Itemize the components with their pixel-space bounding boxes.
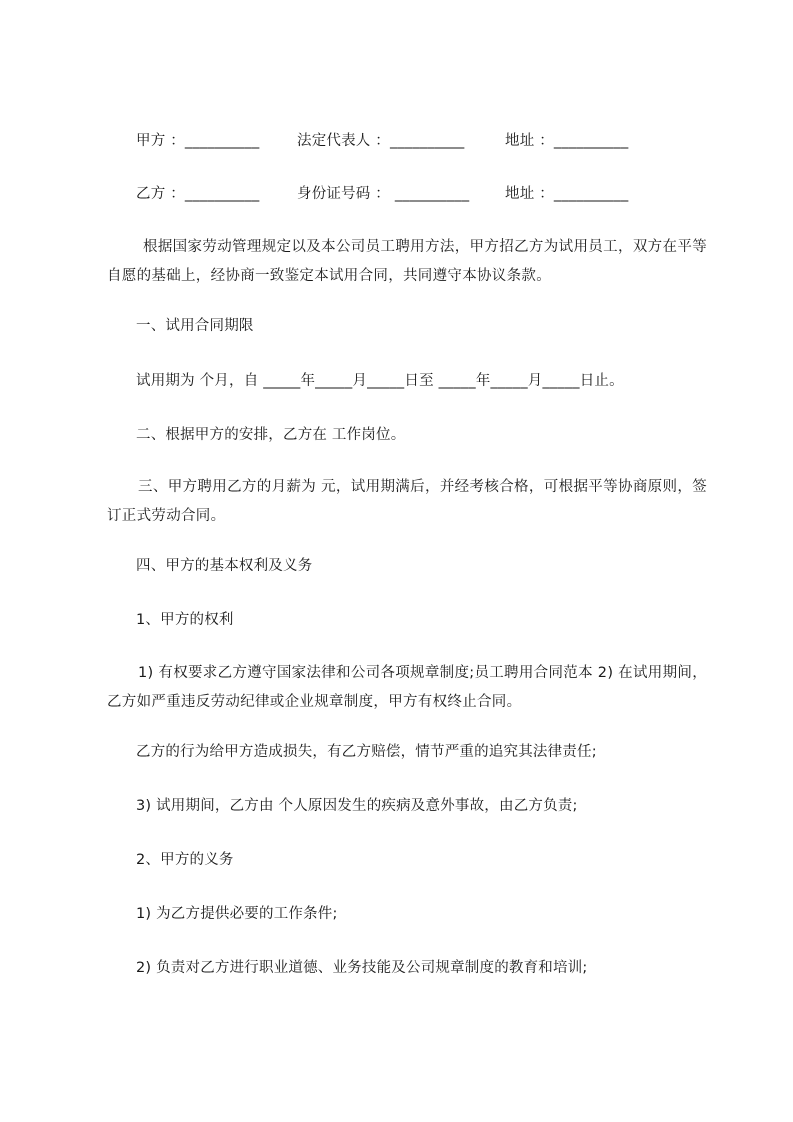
legal-representative-field: 法定代表人 ：__________ — [297, 133, 465, 149]
section-4-title: 四、甲方的基本权利及义务 — [136, 558, 313, 574]
duties-title: 2、甲方的义务 — [136, 852, 234, 868]
section-2-text: 二、根据甲方的安排，乙方在 工作岗位。 — [136, 427, 406, 443]
section-1-text: 试用期为 个月，自 _____年_____月_____日至 _____年_____月_____日止。 — [136, 373, 624, 389]
duty-2-text: 2) 负责对乙方进行职业道德、业务技能及公司规章制度的教育和培训; — [136, 960, 588, 976]
right-1-paragraph: 1) 有权要求乙方遵守国家法律和公司各项规章制度;员工聘用合同范本 2) 在试用期间，乙方如严重违反劳动纪律或企业规章制度，甲方有权终止合同。 — [107, 665, 707, 710]
right-loss-text: 乙方的行为给甲方造成损失，有乙方赔偿，情节严重的追究其法律责任; — [136, 744, 597, 760]
intro-paragraph: 根据国家劳动管理规定以及本公司员工聘用方法，甲方招乙方为试用员工，双方在平等自愿的基础上，经协商一致鉴定本试用合同，共同遵守本协议条款。 — [107, 239, 707, 284]
section-1-title: 一、试用合同期限 — [136, 318, 254, 334]
section-3-paragraph: 三、甲方聘用乙方的月薪为 元，试用期满后，并经考核合格，可根据平等协商原则，签订正式劳动合同。 — [107, 479, 707, 524]
right-3-text: 3) 试用期间，乙方由 个人原因发生的疾病及意外事故，由乙方负责; — [136, 798, 578, 814]
party-b-address-field: 地址 ：__________ — [505, 186, 629, 202]
duty-1-text: 1) 为乙方提供必要的工作条件; — [136, 906, 338, 922]
party-a-field: 甲方 ：__________ — [136, 133, 260, 149]
id-number-field: 身份证号码 ： __________ — [297, 186, 470, 202]
party-a-address-field: 地址 ：__________ — [505, 133, 629, 149]
party-b-field: 乙方 ：__________ — [136, 186, 260, 202]
rights-title: 1、甲方的权利 — [136, 612, 234, 628]
